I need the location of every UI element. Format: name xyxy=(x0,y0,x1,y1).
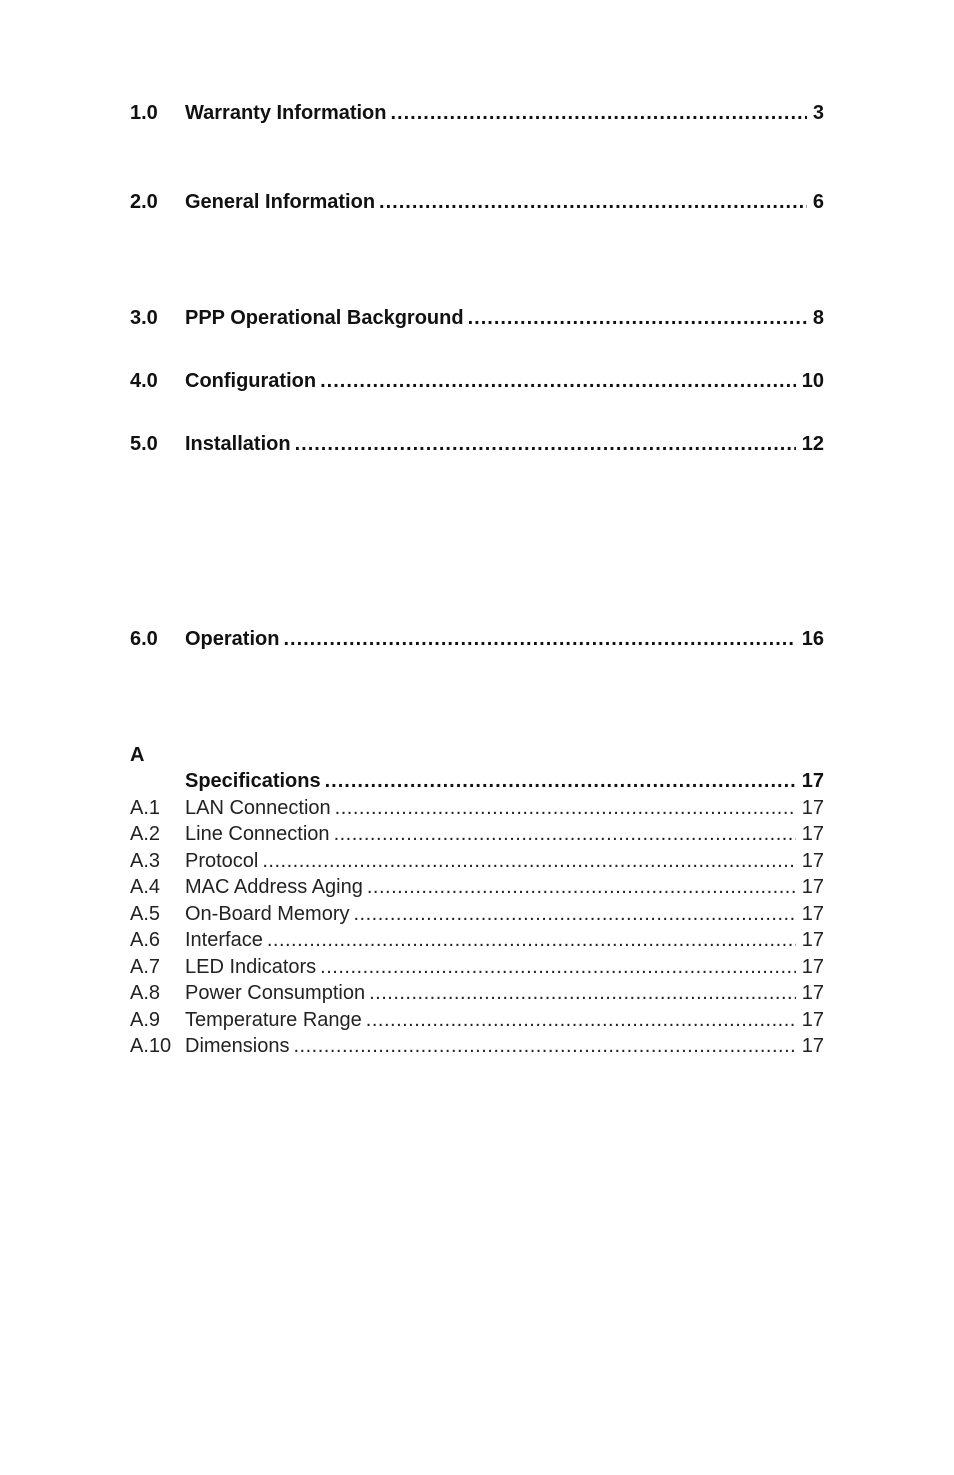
appendix-letter: A xyxy=(130,744,145,766)
section-number: 4.0 xyxy=(130,370,158,392)
page-number: 17 xyxy=(801,797,824,819)
dot-leader xyxy=(295,433,796,456)
subsection-number: A.5 xyxy=(130,903,161,925)
subsection-title: Power Consumption xyxy=(185,982,366,1004)
dot-leader xyxy=(366,1009,796,1032)
page-number: 6 xyxy=(812,191,824,213)
page-number: 17 xyxy=(801,850,824,872)
toc-subentry-a2[interactable] xyxy=(130,823,824,849)
dot-leader xyxy=(369,982,796,1005)
toc-entry-4[interactable] xyxy=(130,370,824,396)
page-number: 17 xyxy=(801,929,824,951)
section-number: 2.0 xyxy=(130,191,158,213)
page-number: 17 xyxy=(801,903,824,925)
toc-subentry-a4[interactable] xyxy=(130,876,824,902)
page-number: 17 xyxy=(801,876,824,898)
dot-leader xyxy=(267,929,796,952)
dot-leader xyxy=(367,876,796,899)
dot-leader xyxy=(320,370,796,393)
subsection-title: MAC Address Aging xyxy=(185,876,363,898)
toc-entry-appendix[interactable] xyxy=(130,770,824,796)
section-title: Operation xyxy=(185,628,280,650)
appendix-title: Specifications xyxy=(185,770,321,792)
page-number: 10 xyxy=(801,370,824,392)
subsection-title: On-Board Memory xyxy=(185,903,350,925)
section-number: 1.0 xyxy=(130,102,158,124)
page-number: 3 xyxy=(812,102,824,124)
toc-subentry-a8[interactable] xyxy=(130,982,824,1008)
subsection-title: LED Indicators xyxy=(185,956,317,978)
toc-subentry-a10[interactable] xyxy=(130,1035,824,1061)
page-number: 8 xyxy=(812,307,824,329)
toc-subentry-a1[interactable] xyxy=(130,797,824,823)
dot-leader xyxy=(468,307,807,330)
subsection-title: Temperature Range xyxy=(185,1009,362,1031)
toc-entry-1[interactable] xyxy=(130,102,824,128)
section-number: 3.0 xyxy=(130,307,158,329)
section-number: 6.0 xyxy=(130,628,158,650)
section-title: Configuration xyxy=(185,370,317,392)
subsection-title: Protocol xyxy=(185,850,259,872)
toc-entry-3[interactable] xyxy=(130,307,824,333)
page-number: 17 xyxy=(801,823,824,845)
section-number: 5.0 xyxy=(130,433,158,455)
subsection-number: A.1 xyxy=(130,797,161,819)
subsection-number: A.2 xyxy=(130,823,161,845)
toc-subentry-a7[interactable] xyxy=(130,956,824,982)
section-title: General Information xyxy=(185,191,376,213)
page-number: 17 xyxy=(801,770,824,792)
dot-leader xyxy=(335,797,796,820)
toc-subentry-a9[interactable] xyxy=(130,1009,824,1035)
toc-entry-5[interactable] xyxy=(130,433,824,459)
subsection-number: A.9 xyxy=(130,1009,161,1031)
toc-entry-2[interactable] xyxy=(130,191,824,217)
toc-entry-6[interactable] xyxy=(130,628,824,654)
dot-leader xyxy=(391,102,807,125)
dot-leader xyxy=(334,823,796,846)
page-number: 16 xyxy=(801,628,824,650)
subsection-number: A.8 xyxy=(130,982,161,1004)
subsection-title: Dimensions xyxy=(185,1035,290,1057)
toc-subentry-a6[interactable] xyxy=(130,929,824,955)
dot-leader xyxy=(262,850,795,873)
page-number: 17 xyxy=(801,1009,824,1031)
subsection-title: Line Connection xyxy=(185,823,330,845)
subsection-number: A.4 xyxy=(130,876,161,898)
subsection-number: A.6 xyxy=(130,929,161,951)
dot-leader xyxy=(379,191,807,214)
section-title: PPP Operational Background xyxy=(185,307,464,329)
section-title: Warranty Information xyxy=(185,102,387,124)
subsection-title: LAN Connection xyxy=(185,797,331,819)
section-title: Installation xyxy=(185,433,291,455)
dot-leader xyxy=(293,1035,795,1058)
dot-leader xyxy=(354,903,796,926)
dot-leader xyxy=(325,770,796,793)
page-number: 12 xyxy=(801,433,824,455)
page-number: 17 xyxy=(801,1035,824,1057)
subsection-title: Interface xyxy=(185,929,263,951)
dot-leader xyxy=(283,628,795,651)
toc-subentry-a5[interactable] xyxy=(130,903,824,929)
page-number: 17 xyxy=(801,982,824,1004)
dot-leader xyxy=(320,956,796,979)
subsection-number: A.10 xyxy=(130,1035,172,1057)
subsection-number: A.3 xyxy=(130,850,161,872)
page-number: 17 xyxy=(801,956,824,978)
subsection-number: A.7 xyxy=(130,956,161,978)
toc-subentry-a3[interactable] xyxy=(130,850,824,876)
